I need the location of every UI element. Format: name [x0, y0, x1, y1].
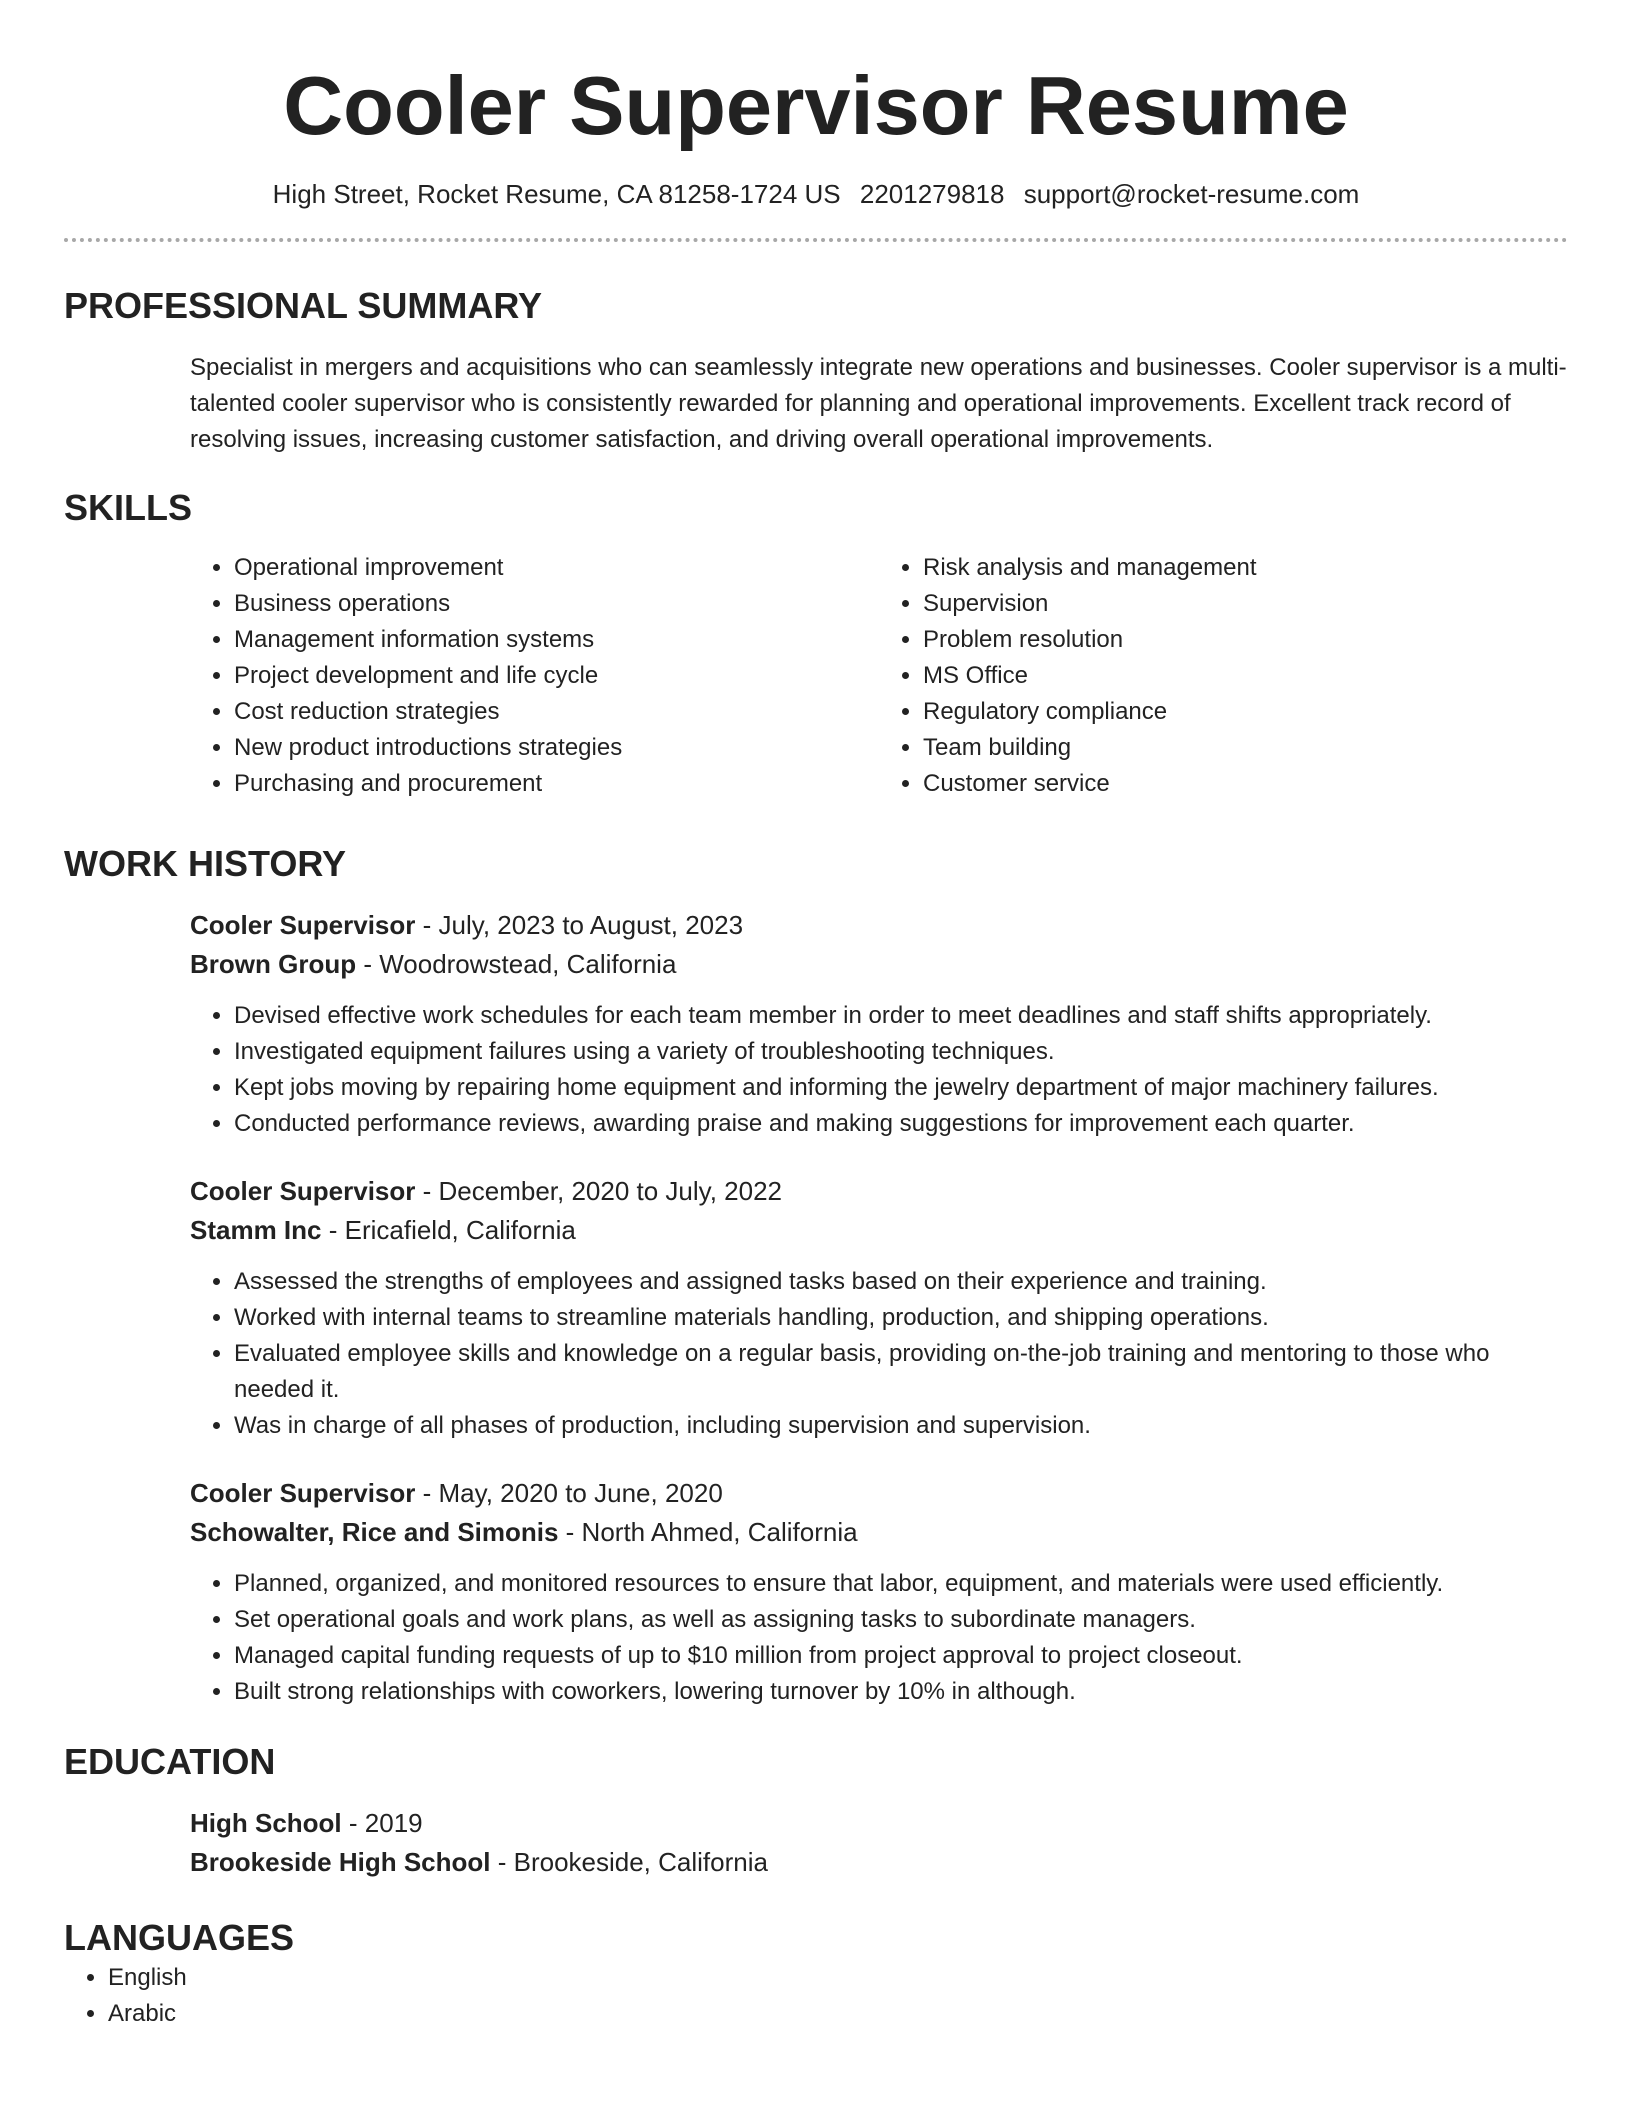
job-company: Stamm Inc	[190, 1215, 322, 1245]
education-year: - 2019	[341, 1808, 423, 1838]
skills-heading: SKILLS	[64, 487, 193, 528]
job-duty: • Evaluated employee skills and knowledge on a regular basis, providing on-the-job training and mentoring to those who needed it.	[234, 1336, 1568, 1408]
job-duty: • Conducted performance reviews, awarding praise and making suggestions for improvement each quarter.	[234, 1106, 1568, 1142]
job-duties	[190, 1264, 1568, 1444]
job-title: Cooler Supervisor	[190, 1478, 416, 1508]
contact-email: support@rocket-resume.com	[1023, 179, 1360, 209]
skills-list-right	[879, 550, 1568, 802]
language-item: • Arabic	[108, 1996, 1568, 2032]
education-heading: EDUCATION	[64, 1741, 276, 1782]
languages-list	[64, 1960, 1568, 2032]
dotted-divider	[64, 238, 1568, 242]
job-duties	[190, 1566, 1568, 1710]
education-school: Brookeside High School	[190, 1847, 491, 1877]
skill-item: • Purchasing and procurement	[234, 766, 879, 802]
skill-item: • Management information systems	[234, 622, 879, 658]
skill-item: • Customer service	[923, 766, 1568, 802]
job-title: Cooler Supervisor	[190, 910, 416, 940]
job-duty: • Investigated equipment failures using a variety of troubleshooting techniques.	[234, 1034, 1568, 1070]
job-title-line	[190, 1474, 1568, 1513]
job-duties	[190, 998, 1568, 1142]
languages-heading: LANGUAGES	[64, 1917, 295, 1958]
job-entry	[190, 1172, 1568, 1444]
job-company-line	[190, 1513, 1568, 1552]
skill-item: • Project development and life cycle	[234, 658, 879, 694]
job-duty: • Built strong relationships with coworkers, lowering turnover by 10% in although.	[234, 1674, 1568, 1710]
work-history-heading: WORK HISTORY	[64, 843, 347, 884]
job-title-line	[190, 906, 1568, 945]
summary-heading: PROFESSIONAL SUMMARY	[64, 285, 543, 326]
job-duty: • Devised effective work schedules for each team member in order to meet deadlines and staff shifts appropriately.	[234, 998, 1568, 1034]
summary-text: Specialist in mergers and acquisitions who can seamlessly integrate new operations and businesses. Cooler supervisor is a multi-talented cooler supervisor who is consistently rewarded for planning and operational improvements. Excellent track record of resolving issues, increasing customer satisfaction, and driving overall operational improvements.	[190, 354, 1567, 453]
education-entry	[190, 1804, 1568, 1882]
contact-line	[64, 176, 1568, 212]
job-dates: - December, 2020 to July, 2022	[415, 1176, 783, 1206]
job-location: - North Ahmed, California	[558, 1517, 858, 1547]
skill-item: • Operational improvement	[234, 550, 879, 586]
skill-item: • Business operations	[234, 586, 879, 622]
job-company-line	[190, 945, 1568, 984]
skill-item: • Cost reduction strategies	[234, 694, 879, 730]
resume-title: Cooler Supervisor Resume	[283, 59, 1349, 152]
education-degree-line	[190, 1804, 1568, 1843]
skill-item: • Problem resolution	[923, 622, 1568, 658]
contact-phone: 2201279818	[859, 179, 1005, 209]
job-location: - Ericafield, California	[321, 1215, 576, 1245]
skills-columns	[190, 550, 1568, 802]
job-duty: • Managed capital funding requests of up to $10 million from project approval to project closeout.	[234, 1638, 1568, 1674]
contact-address: High Street, Rocket Resume, CA 81258-1724 US	[272, 179, 841, 209]
job-duty: • Planned, organized, and monitored resources to ensure that labor, equipment, and materials were used efficiently.	[234, 1566, 1568, 1602]
job-company-line	[190, 1211, 1568, 1250]
education-degree: High School	[190, 1808, 342, 1838]
skill-item: • MS Office	[923, 658, 1568, 694]
skill-item: • Regulatory compliance	[923, 694, 1568, 730]
skill-item: • New product introductions strategies	[234, 730, 879, 766]
job-duty: • Set operational goals and work plans, as well as assigning tasks to subordinate managers.	[234, 1602, 1568, 1638]
job-dates: - May, 2020 to June, 2020	[415, 1478, 723, 1508]
job-entry	[190, 1474, 1568, 1710]
skill-item: • Supervision	[923, 586, 1568, 622]
job-duty: • Worked with internal teams to streamline materials handling, production, and shipping operations.	[234, 1300, 1568, 1336]
skill-item: • Risk analysis and management	[923, 550, 1568, 586]
job-entry	[190, 906, 1568, 1142]
skill-item: • Team building	[923, 730, 1568, 766]
job-title: Cooler Supervisor	[190, 1176, 416, 1206]
job-company: Schowalter, Rice and Simonis	[190, 1517, 559, 1547]
job-location: - Woodrowstead, California	[356, 949, 677, 979]
job-title-line	[190, 1172, 1568, 1211]
job-duty: • Was in charge of all phases of production, including supervision and supervision.	[234, 1408, 1568, 1444]
job-duty: • Kept jobs moving by repairing home equipment and informing the jewelry department of major machinery failures.	[234, 1070, 1568, 1106]
education-school-line	[190, 1843, 1568, 1882]
education-location: - Brookeside, California	[490, 1847, 768, 1877]
job-duty: • Assessed the strengths of employees and assigned tasks based on their experience and training.	[234, 1264, 1568, 1300]
language-item: • English	[108, 1960, 1568, 1996]
job-company: Brown Group	[190, 949, 357, 979]
skills-list-left	[190, 550, 879, 802]
job-dates: - July, 2023 to August, 2023	[415, 910, 744, 940]
